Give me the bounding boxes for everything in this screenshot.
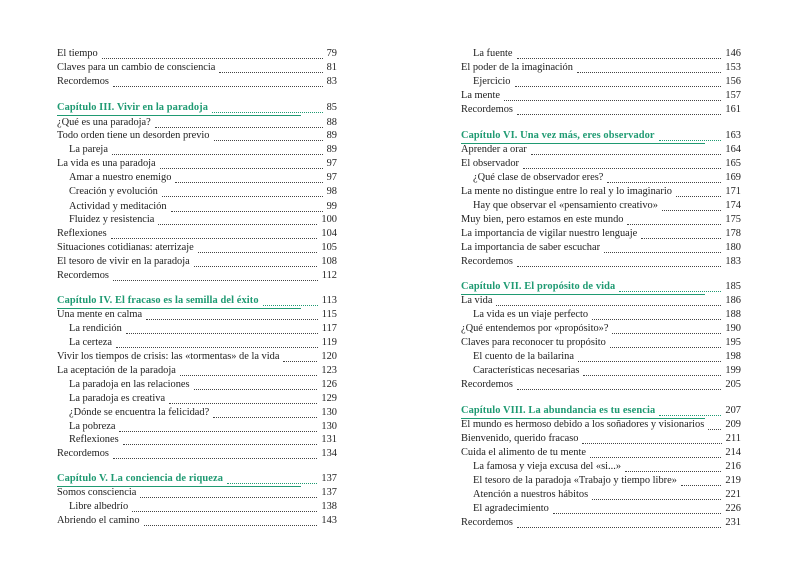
toc-entry-row — [461, 364, 741, 378]
toc-page-number: 153 — [725, 62, 741, 73]
toc-page-number: 183 — [725, 256, 741, 267]
toc-entry-title: Aprender a orar — [461, 144, 527, 155]
toc-chapter-row — [461, 280, 741, 294]
dot-leader — [504, 90, 721, 101]
toc-entry-title: Claves para reconocer tu propósito — [461, 337, 606, 348]
toc-entry-title: Actividad y meditación — [69, 201, 167, 212]
dot-leader — [212, 102, 323, 113]
toc-entry-row — [461, 350, 741, 364]
toc-entry-row — [57, 269, 337, 283]
toc-entry-title: La aceptación de la paradoja — [57, 365, 176, 376]
dot-leader — [194, 379, 318, 390]
toc-entry-title: El tesoro de la paradoja «Trabajo y tiempo libre» — [473, 475, 677, 486]
toc-page-number: 157 — [725, 90, 741, 101]
toc-entry-row — [461, 61, 741, 75]
toc-page-number: 178 — [725, 228, 741, 239]
toc-entry-title: Abriendo el camino — [57, 515, 140, 526]
toc-entry-title: Reflexiones — [57, 228, 107, 239]
toc-chapter-row — [57, 472, 337, 486]
toc-page-number: 198 — [725, 351, 741, 362]
dot-leader — [577, 62, 721, 73]
toc-entry-title: La importancia de vigilar nuestro lenguaje — [461, 228, 638, 239]
toc-page-number: 207 — [725, 405, 741, 416]
dot-leader — [612, 323, 721, 334]
dot-leader — [619, 281, 721, 292]
dot-leader — [123, 434, 318, 445]
toc-page-number: 119 — [321, 337, 337, 348]
toc-entry-title: La paradoja en las relaciones — [69, 379, 190, 390]
dot-leader — [523, 158, 721, 169]
dot-leader — [158, 214, 317, 225]
toc-entry-row — [57, 364, 337, 378]
toc-page-number: 99 — [326, 201, 337, 212]
dot-leader — [119, 421, 317, 432]
toc-page-number: 98 — [326, 186, 337, 197]
toc-entry-title: La vida es una paradoja — [57, 158, 156, 169]
toc-entry-title: ¿Qué clase de observador eres? — [473, 172, 604, 183]
dot-leader — [578, 351, 721, 362]
toc-entry-title: Creación y evolución — [69, 186, 158, 197]
toc-page-number: 115 — [321, 309, 337, 320]
toc-entry-row — [57, 200, 337, 214]
toc-entry-row — [57, 486, 337, 500]
toc-entry-row — [57, 322, 337, 336]
toc-page-number: 143 — [321, 515, 337, 526]
toc-entry-title: Reflexiones — [69, 434, 119, 445]
toc-page-number: 188 — [725, 309, 741, 320]
toc-page-number: 180 — [725, 242, 741, 253]
toc-entry-title: Amar a nuestro enemigo — [69, 172, 172, 183]
toc-entry-row — [57, 227, 337, 241]
toc-entry-row — [57, 241, 337, 255]
toc-entry-row — [57, 433, 337, 447]
toc-entry-row — [461, 241, 741, 255]
toc-page-number: 186 — [725, 295, 741, 306]
toc-entry-title: Capítulo IV. El fracaso es la semilla del éxito — [57, 295, 259, 306]
dot-leader — [592, 489, 721, 500]
dot-leader — [214, 130, 323, 141]
dot-leader — [517, 104, 721, 115]
dot-leader — [553, 503, 722, 514]
dot-leader — [162, 186, 323, 197]
dot-leader — [263, 295, 318, 306]
toc-entry-title: Situaciones cotidianas: aterrizaje — [57, 242, 194, 253]
toc-entry-row — [461, 378, 741, 392]
toc-entry-title: Ejercicio — [473, 76, 511, 87]
toc-page-number: 226 — [725, 503, 741, 514]
toc-entry-row — [461, 103, 741, 117]
dot-leader — [116, 337, 318, 348]
toc-entry-row — [461, 143, 741, 157]
toc-entry-row — [57, 116, 337, 130]
toc-page-number: 130 — [321, 407, 337, 418]
toc-page-number: 88 — [326, 117, 337, 128]
dot-leader — [219, 62, 322, 73]
dot-leader — [112, 144, 323, 155]
toc-entry-row — [461, 488, 741, 502]
toc-page-number: 231 — [725, 517, 741, 528]
toc-entry-title: Capítulo VII. El propósito de vida — [461, 281, 616, 292]
toc-entry-title: Libre albedrío — [69, 501, 129, 512]
toc-chapter-row — [461, 404, 741, 418]
toc-entry-title: Capítulo VI. Una vez más, eres observador — [461, 130, 655, 141]
toc-entry-title: La famosa y vieja excusa del «si...» — [473, 461, 622, 472]
dot-leader — [708, 419, 721, 430]
toc-entry-title: El observador — [461, 158, 519, 169]
toc-entry-title: Capítulo V. La conciencia de riqueza — [57, 473, 224, 484]
toc-page-number: 216 — [725, 461, 741, 472]
dot-leader — [140, 487, 317, 498]
toc-entry-row — [461, 446, 741, 460]
dot-leader — [155, 117, 323, 128]
toc-entry-title: Capítulo VIII. La abundancia es tu esencia — [461, 405, 656, 416]
toc-entry-row — [461, 418, 741, 432]
toc-entry-title: Atención a nuestros hábitos — [473, 489, 589, 500]
dot-leader — [610, 337, 722, 348]
dot-leader — [583, 365, 721, 376]
toc-entry-row — [461, 199, 741, 213]
dot-leader — [169, 393, 317, 404]
toc-entry-title: Recordemos — [461, 256, 513, 267]
toc-entry-row — [57, 514, 337, 528]
toc-entry-row — [461, 89, 741, 103]
toc-page-number: 190 — [725, 323, 741, 334]
toc-entry-title: El cuento de la bailarina — [473, 351, 574, 362]
toc-page-number: 161 — [725, 104, 741, 115]
dot-leader — [102, 48, 323, 59]
dot-leader — [641, 228, 721, 239]
toc-entry-row — [461, 185, 741, 199]
toc-page-number: 163 — [725, 130, 741, 141]
toc-page-number: 83 — [326, 76, 337, 87]
toc-entry-row — [57, 392, 337, 406]
toc-entry-row — [57, 308, 337, 322]
toc-entry-title: La mente no distingue entre lo real y lo imaginario — [461, 186, 672, 197]
dot-leader — [625, 461, 721, 472]
toc-entry-row — [461, 157, 741, 171]
toc-entry-title: Recordemos — [57, 270, 109, 281]
toc-entry-row — [57, 420, 337, 434]
toc-entry-title: Claves para un cambio de consciencia — [57, 62, 216, 73]
toc-entry-row — [57, 336, 337, 350]
toc-page-number: 130 — [321, 421, 337, 432]
toc-entry-row — [57, 255, 337, 269]
toc-entry-row — [57, 500, 337, 514]
toc-entry-row — [461, 213, 741, 227]
toc-page-number: 221 — [725, 489, 741, 500]
toc-entry-row — [461, 516, 741, 530]
dot-leader — [517, 517, 721, 528]
toc-chapter-row — [57, 294, 337, 308]
toc-entry-title: Fluidez y resistencia — [69, 214, 155, 225]
toc-entry-row — [57, 378, 337, 392]
toc-entry-title: Somos consciencia — [57, 487, 137, 498]
toc-page-number: 205 — [725, 379, 741, 390]
toc-page-number: 165 — [725, 158, 741, 169]
toc-page-number: 89 — [326, 144, 337, 155]
dot-leader — [113, 270, 318, 281]
toc-entry-title: La mente — [461, 90, 500, 101]
toc-page-number: 195 — [725, 337, 741, 348]
toc-entry-row — [57, 350, 337, 364]
toc-entry-row — [461, 255, 741, 269]
toc-entry-title: Recordemos — [461, 517, 513, 528]
dot-leader — [132, 501, 317, 512]
toc-entry-title: Recordemos — [461, 104, 513, 115]
toc-page-number: 174 — [725, 200, 741, 211]
toc-page-number: 211 — [725, 433, 741, 444]
dot-leader — [113, 76, 323, 87]
toc-page-number: 175 — [725, 214, 741, 225]
toc-page-number: 185 — [725, 281, 741, 292]
toc-page-number: 112 — [321, 270, 337, 281]
toc-page-number: 105 — [321, 242, 337, 253]
toc-page-number: 120 — [321, 351, 337, 362]
toc-page-number: 97 — [326, 172, 337, 183]
toc-page-number: 117 — [321, 323, 337, 334]
toc-page-number: 97 — [326, 158, 337, 169]
dot-leader — [531, 144, 722, 155]
toc-entry-row — [57, 75, 337, 89]
dot-leader — [171, 201, 323, 212]
toc-entry-title: Todo orden tiene un desorden previo — [57, 130, 210, 141]
dot-leader — [517, 379, 721, 390]
dot-leader — [517, 48, 722, 59]
toc-entry-title: La vida es un viaje perfecto — [473, 309, 589, 320]
toc-entry-title: El poder de la imaginación — [461, 62, 573, 73]
dot-leader — [515, 76, 722, 87]
dot-leader — [662, 200, 721, 211]
toc-entry-title: La fuente — [473, 48, 513, 59]
toc-page-number: 89 — [326, 130, 337, 141]
toc-entry-title: Cuida el alimento de tu mente — [461, 447, 586, 458]
dot-leader — [659, 130, 722, 141]
toc-page-number: 219 — [725, 475, 741, 486]
dot-leader — [517, 256, 721, 267]
toc-entry-title: Características necesarias — [473, 365, 580, 376]
toc-entry-title: Vivir los tiempos de crisis: las «tormentas» de la vida — [57, 351, 280, 362]
toc-entry-title: La pareja — [69, 144, 108, 155]
toc-page-number: 138 — [321, 501, 337, 512]
toc-page-number: 123 — [321, 365, 337, 376]
toc-entry-row — [57, 129, 337, 143]
toc-page-number: 100 — [321, 214, 337, 225]
toc-page-number: 164 — [725, 144, 741, 155]
toc-entry-row — [461, 227, 741, 241]
toc-page-number: 79 — [326, 48, 337, 59]
dot-leader — [607, 172, 721, 183]
toc-entry-title: Hay que observar el «pensamiento creativo» — [473, 200, 658, 211]
toc-entry-row — [461, 75, 741, 89]
toc-entry-row — [461, 474, 741, 488]
dot-leader — [198, 242, 318, 253]
dot-leader — [144, 515, 318, 526]
dot-leader — [676, 186, 721, 197]
dot-leader — [194, 256, 318, 267]
toc-page-number: 137 — [321, 487, 337, 498]
toc-entry-row — [57, 171, 337, 185]
toc-entry-title: Recordemos — [57, 76, 109, 87]
dot-leader — [160, 158, 323, 169]
toc-page-number: 209 — [725, 419, 741, 430]
toc-entry-title: La paradoja es creativa — [69, 393, 166, 404]
toc-chapter-row — [57, 101, 337, 115]
dot-leader — [180, 365, 318, 376]
toc-entry-row — [57, 447, 337, 461]
toc-entry-title: La rendición — [69, 323, 122, 334]
toc-entry-title: Bienvenido, querido fracaso — [461, 433, 579, 444]
dot-leader — [213, 407, 317, 418]
toc-entry-title: El tiempo — [57, 48, 98, 59]
toc-page-number: 129 — [321, 393, 337, 404]
toc-page-number: 134 — [321, 448, 337, 459]
toc-entry-title: El agradecimiento — [473, 503, 549, 514]
toc-entry-title: ¿Qué es una paradoja? — [57, 117, 151, 128]
toc-page-number: 199 — [725, 365, 741, 376]
toc-entry-row — [461, 432, 741, 446]
dot-leader — [604, 242, 721, 253]
dot-leader — [146, 309, 318, 320]
toc-entry-row — [57, 61, 337, 75]
toc-entry-title: ¿Dónde se encuentra la felicidad? — [69, 407, 210, 418]
toc-page-number: 146 — [725, 48, 741, 59]
dot-leader — [283, 351, 317, 362]
toc-entry-title: La certeza — [69, 337, 112, 348]
toc-page-number: 171 — [725, 186, 741, 197]
dot-leader — [681, 475, 721, 486]
toc-entry-row — [461, 308, 741, 322]
toc-page-number: 156 — [725, 76, 741, 87]
toc-page-number: 113 — [321, 295, 337, 306]
toc-page-number: 131 — [321, 434, 337, 445]
toc-entry-row — [57, 213, 337, 227]
toc-entry-row — [57, 143, 337, 157]
dot-leader — [126, 323, 318, 334]
dot-leader — [113, 448, 317, 459]
dot-leader — [590, 447, 721, 458]
toc-page-number: 126 — [321, 379, 337, 390]
toc-entry-title: La vida — [461, 295, 493, 306]
toc-entry-title: ¿Qué entendemos por «propósito»? — [461, 323, 609, 334]
toc-page-number: 137 — [321, 473, 337, 484]
dot-leader — [175, 172, 322, 183]
toc-page-number: 108 — [321, 256, 337, 267]
dot-leader — [111, 228, 318, 239]
toc-entry-title: Capítulo III. Vivir en la paradoja — [57, 102, 209, 113]
toc-entry-title: Recordemos — [57, 448, 109, 459]
dot-leader — [496, 295, 721, 306]
toc-entry-title: Una mente en calma — [57, 309, 143, 320]
dot-leader — [582, 433, 721, 444]
toc-entry-row — [57, 406, 337, 420]
toc-entry-row — [57, 185, 337, 199]
toc-entry-row — [461, 460, 741, 474]
toc-chapter-row — [461, 129, 741, 143]
toc-entry-row — [57, 47, 337, 61]
toc-entry-row — [461, 294, 741, 308]
toc-entry-title: Recordemos — [461, 379, 513, 390]
dot-leader — [627, 214, 721, 225]
toc-entry-row — [461, 47, 741, 61]
toc-entry-title: La pobreza — [69, 421, 116, 432]
toc-entry-title: La importancia de saber escuchar — [461, 242, 601, 253]
toc-page-number: 214 — [725, 447, 741, 458]
toc-entry-row — [461, 502, 741, 516]
toc-page-number: 85 — [326, 102, 337, 113]
toc-entry-title: El mundo es hermoso debido a los soñadores y visionarios — [461, 419, 705, 430]
toc-page-number: 81 — [326, 62, 337, 73]
toc-entry-row — [461, 171, 741, 185]
dot-leader — [227, 473, 317, 484]
toc-page-number: 104 — [321, 228, 337, 239]
toc-page-number: 169 — [725, 172, 741, 183]
toc-entry-row — [461, 322, 741, 336]
toc-entry-title: Muy bien, pero estamos en este mundo — [461, 214, 624, 225]
toc-entry-row — [57, 157, 337, 171]
dot-leader — [659, 405, 721, 416]
dot-leader — [592, 309, 721, 320]
toc-entry-row — [461, 336, 741, 350]
toc-entry-title: El tesoro de vivir en la paradoja — [57, 256, 190, 267]
